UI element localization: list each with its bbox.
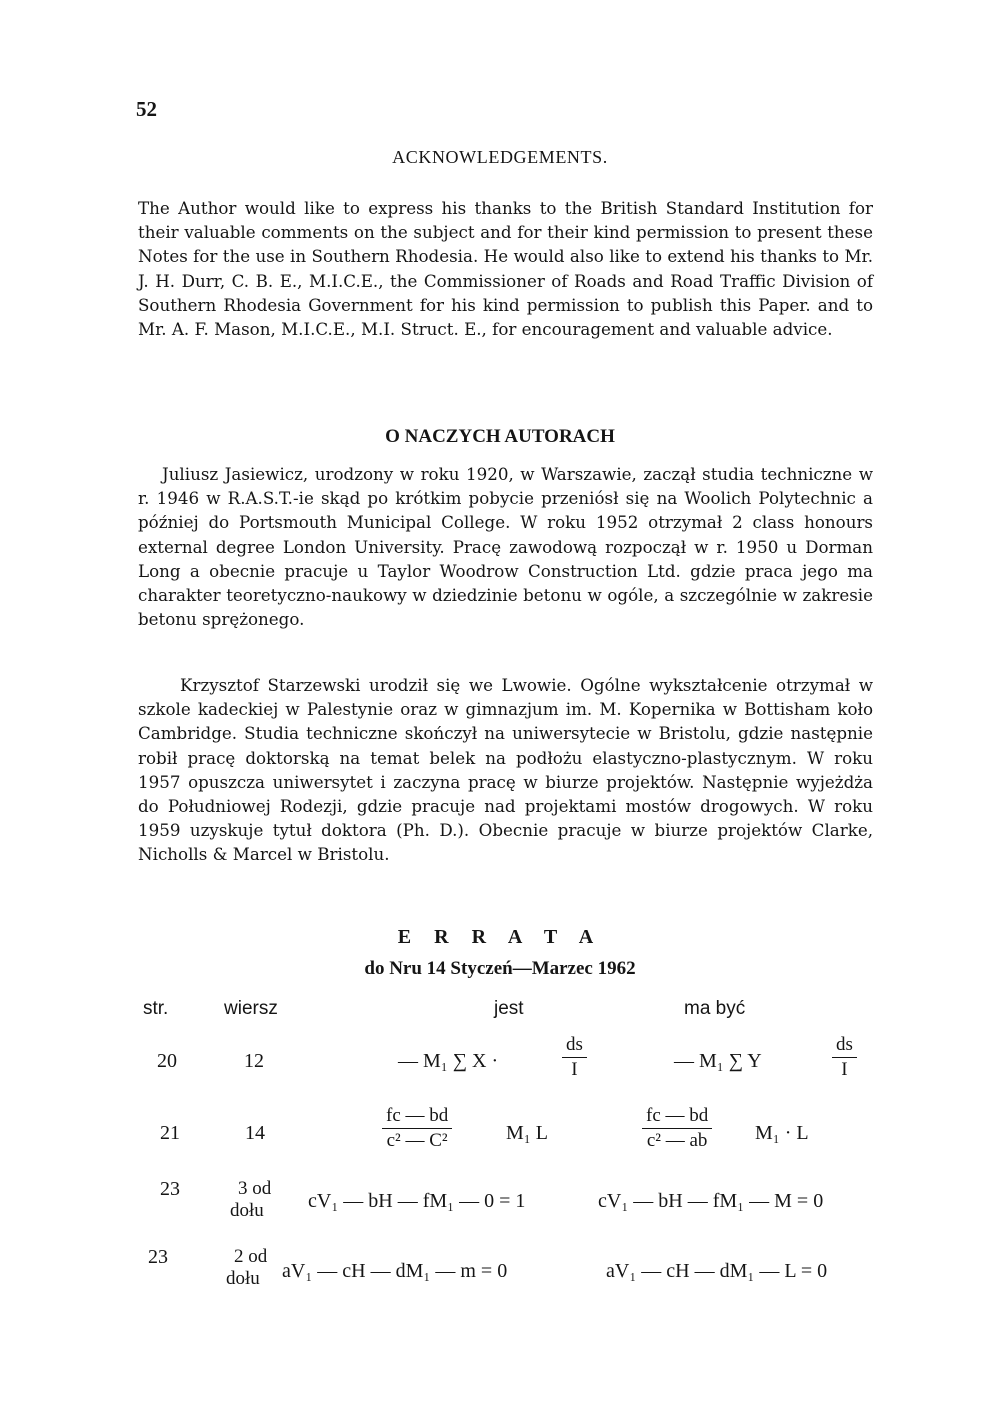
errata-row-4-wrong: aV₁ — cH — dM₁ — m = 0 <box>282 1260 508 1282</box>
errata-row-1-wrong-numerator: ds <box>562 1034 587 1058</box>
errata-row-1-right-denominator: I <box>841 1059 848 1080</box>
errata-row-3-page: 23 <box>160 1178 180 1200</box>
errata-row-1-wrong-denominator: I <box>571 1059 578 1080</box>
errata-row-1-page: 20 <box>157 1050 177 1072</box>
errata-row-3-wrong: cV₁ — bH — fM₁ — 0 = 1 <box>308 1190 526 1212</box>
errata-row-4-page: 23 <box>148 1246 168 1268</box>
errata-row-4-line-1: 2 od <box>234 1246 268 1267</box>
errata-row-2-right-fraction <box>642 1105 712 1152</box>
errata-row-1-wrong-prefix: — M₁ ∑ X · <box>398 1050 499 1072</box>
errata-row-4-right: aV₁ — cH — dM₁ — L = 0 <box>606 1260 828 1282</box>
errata-row-1-right-prefix: — M₁ ∑ Y <box>674 1050 762 1072</box>
author-bio-starzewski: Krzysztof Starzewski urodził się we Lwowie. Ogólne wykształcenie otrzymał w szkole kadeckiej w Palestynie oraz w gimnazjum im. M. Kopernika w Bottisham koło Cambridge. Studia techniczne skończył na uniwersytecie w Bristolu, gdzie następnie robił pracę doktorską na temat belek na podłożu elastyczno-plastycznym. W roku 1957 opuszcza uniwersytet i zaczyna pracę w biurze projektów. Następnie wyjeżdża do Południowej Rodezji, gdzie pracuje nad projektami mostów drogowych. W roku 1959 uzyskuje tytuł doktora (Ph. D.). Obecnie pracuje w biurze projektów Clarke, Nicholls & Marcel w Bristolu. <box>138 675 873 865</box>
page-number: 52 <box>136 97 157 121</box>
errata-subheading: do Nru 14 Styczeń—Marzec 1962 <box>364 958 636 979</box>
errata-heading: E R R A T A <box>397 926 603 948</box>
author-bio-jasiewicz: Juliusz Jasiewicz, urodzony w roku 1920, w Warszawie, zaczął studia techniczne w r. 1946 w R.A.S.T.-ie skąd po krótkim pobycie przeniósł się na Woolich Polytechnic a później do Portsmouth Municipal College. W roku 1952 otrzymał 2 class honours external degree London University. Pracę zawodową rozpoczął w r. 1950 u Dorman Long a obecnie pracuje u Taylor Woodrow Construction Ltd. gdzie praca jego ma charakter teoretyczno-naukowy w dziedzinie betonu w ogóle, a szczególnie w zakresie betonu sprężonego. <box>138 464 873 630</box>
errata-row-1-line: 12 <box>244 1050 264 1072</box>
errata-row-1-right-fraction <box>832 1034 857 1081</box>
errata-row-2-right-denominator: c² — ab <box>646 1130 708 1151</box>
errata-row-3-line-1: 3 od <box>238 1178 272 1199</box>
errata-row-4-line <box>226 1246 267 1290</box>
acknowledgements-heading: ACKNOWLEDGEMENTS. <box>392 147 608 167</box>
errata-row-2-right-suffix: M₁ · L <box>755 1122 809 1144</box>
errata-row-2-wrong-suffix: M₁ L <box>506 1122 548 1144</box>
errata-row-4-line-2: dołu <box>226 1268 260 1289</box>
errata-row-2-right-numerator: fc — bd <box>642 1105 712 1129</box>
acknowledgements-text: The Author would like to express his thanks to the British Standard Institution for their valuable comments on the subject and for their kind permission to present these Notes for the use in Southern Rhodesia. He would also like to extend his thanks to Mr. J. H. Durr, C. B. E., M.I.C.E., the Commissioner of Roads and Road Traffic Division of Southern Rhodesia Government for his kind permission to publish this Paper. and to Mr. A. F. Mason, M.I.C.E., M.I. Struct. E., for encouragement and valuable advice. <box>138 198 873 340</box>
errata-row-1-right-numerator: ds <box>832 1034 857 1058</box>
column-header-wrong: jest <box>494 998 524 1019</box>
errata-row-3-line-2: dołu <box>230 1200 264 1221</box>
errata-row-3-line <box>230 1178 271 1222</box>
column-header-line: wiersz <box>224 998 278 1019</box>
errata-row-2-wrong-fraction <box>382 1105 452 1152</box>
errata-row-2-page: 21 <box>160 1122 180 1144</box>
authors-heading: O NACZYCH AUTORACH <box>385 426 615 447</box>
errata-row-1-wrong-fraction <box>562 1034 587 1081</box>
column-header-page: str. <box>143 998 169 1019</box>
errata-row-3-right: cV₁ — bH — fM₁ — M = 0 <box>598 1190 824 1212</box>
column-header-correct: ma być <box>684 998 746 1019</box>
errata-row-2-wrong-denominator: c² — C² <box>386 1130 448 1151</box>
errata-row-2-line: 14 <box>245 1122 265 1144</box>
errata-row-2-wrong-numerator: fc — bd <box>382 1105 452 1129</box>
